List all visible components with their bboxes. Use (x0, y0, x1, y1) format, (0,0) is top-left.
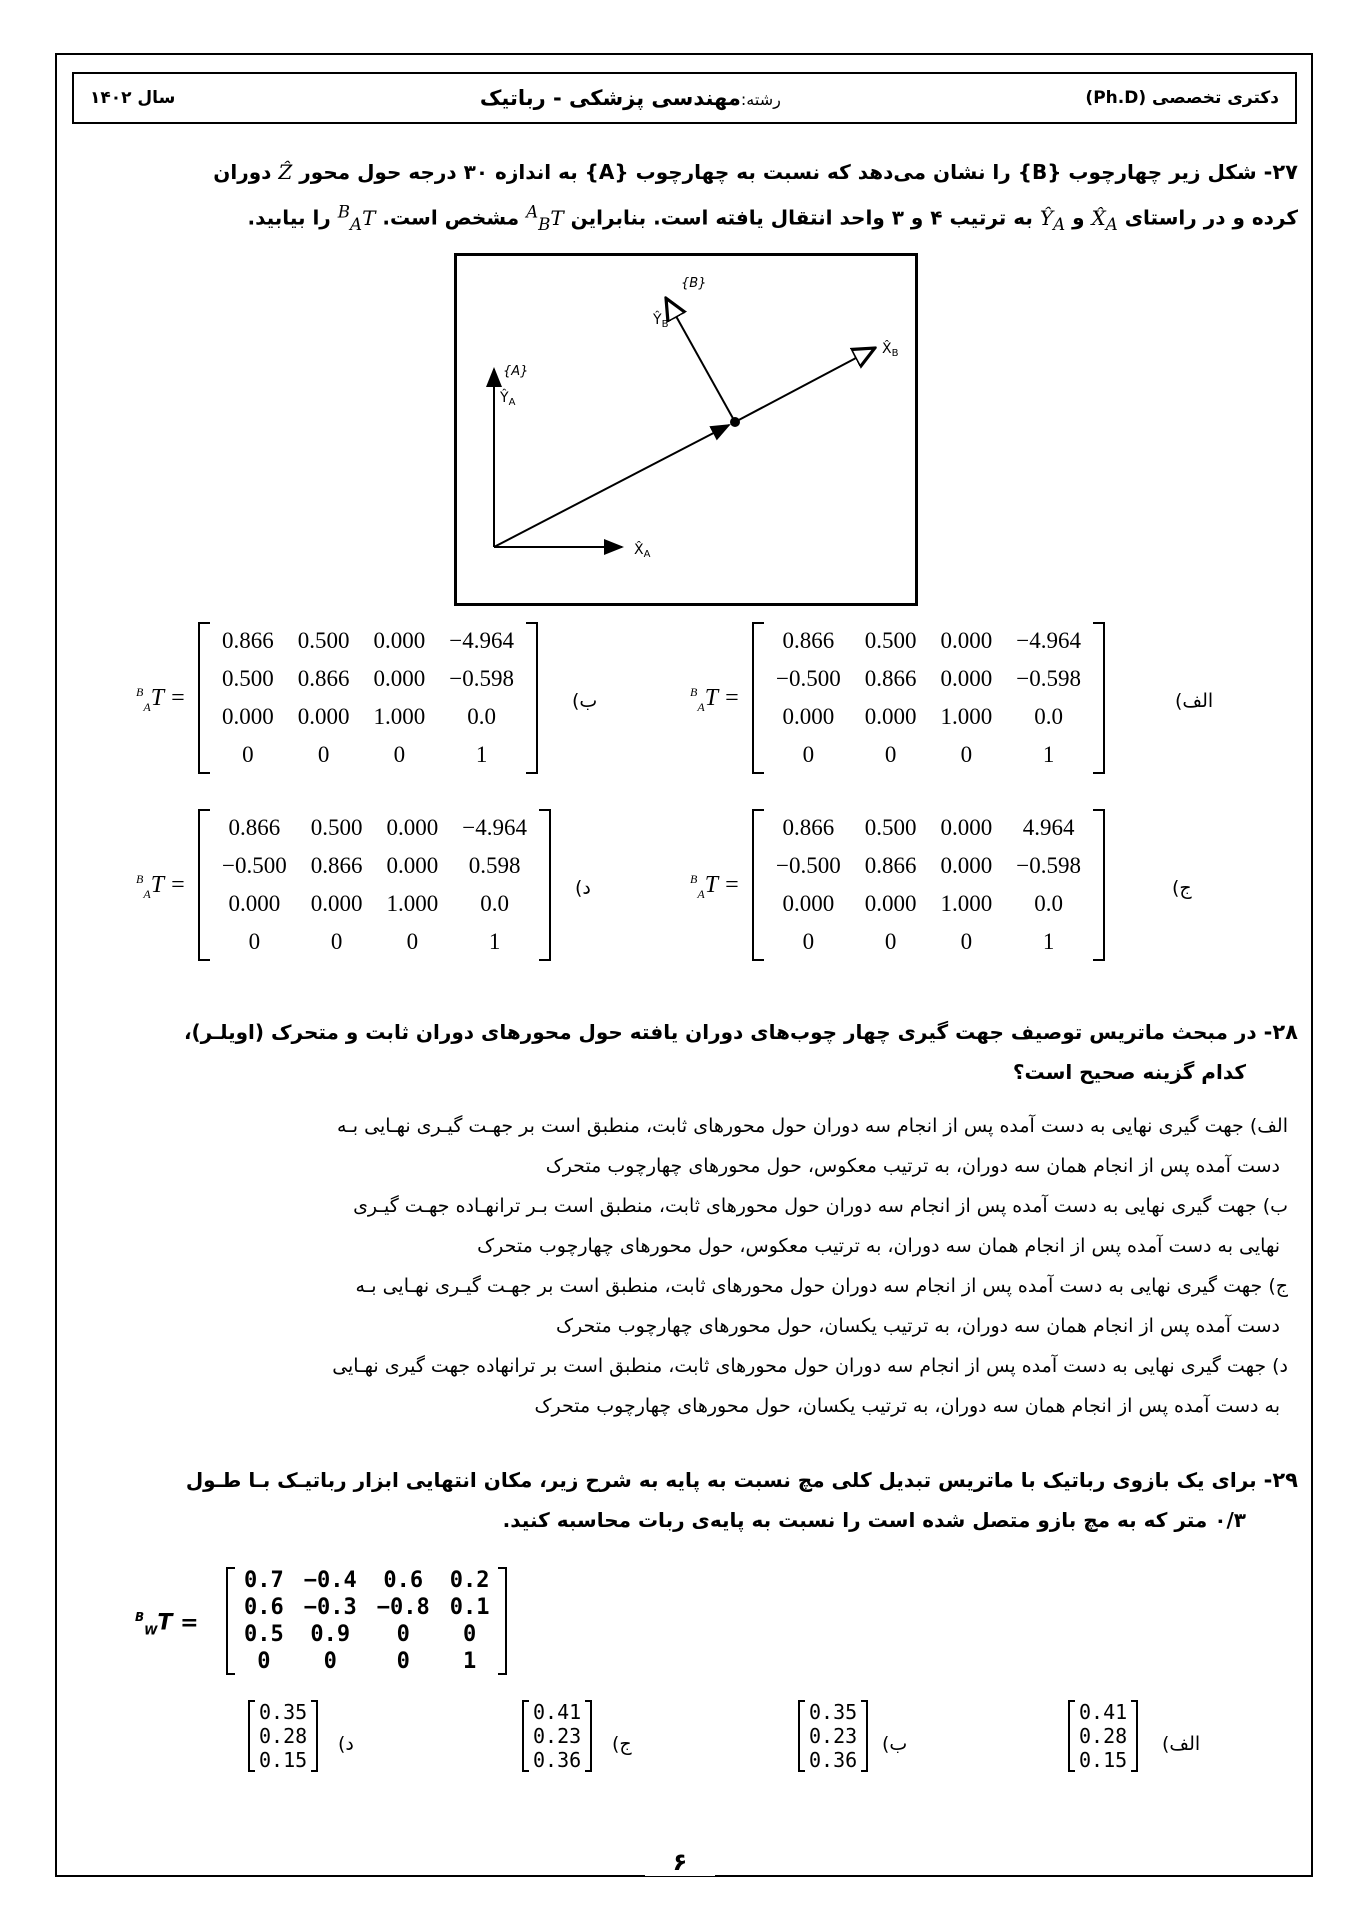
q28-options (58, 1106, 1288, 1426)
translation-vector (494, 425, 729, 547)
exam-year: سال ۱۴۰۲ (90, 88, 176, 108)
q27-option-be-matrix-label: $^B_A$T = (136, 685, 186, 714)
q29-option-be-label[interactable]: ب) (882, 1733, 908, 1755)
xb-axis (735, 349, 873, 422)
q29-transform-matrix: 0.7 −0.4 0.6 0.2 0.6 −0.3 −0.8 0.1 0.5 0.9 0 0 0 0 0 1 (226, 1567, 507, 1675)
question-29-line-2: ۰/۳ متر که به مچ بازو متصل شده است را نسبت به پایه‌ی ربات محاسبه کنید. (502, 1508, 1246, 1532)
q29-option-alef-vector: 0.41 0.28 0.15 (1068, 1700, 1138, 1772)
q29-option-dal-vector: 0.35 0.28 0.15 (248, 1700, 318, 1772)
q27-option-be-matrix: 0.866 0.500 0.000 −4.964 0.500 0.866 0.000 −0.598 0.000 0.000 1.000 0.0 0 0 0 1 (198, 622, 538, 774)
question-28-line-1: ۲۸- در مبحث ماتریس توصیف جهت گیری چهار چوب‌های دوران یافته حول محورهای دوران ثابت و متحرک (اویلـر)، (183, 1020, 1298, 1044)
yb-label: $Ŷ_B$ (653, 312, 669, 330)
q27-option-jim-matrix-label: $^B_A$T = (690, 872, 740, 901)
q29-option-jim-vector: 0.41 0.23 0.36 (522, 1700, 592, 1772)
q27-option-alef-matrix: 0.866 0.500 0.000 −4.964 −0.500 0.866 0.000 −0.598 0.000 0.000 1.000 0.0 0 0 0 1 (752, 622, 1105, 774)
ya-label: $Ŷ_A$ (500, 390, 516, 408)
page-number: ۶ (645, 1848, 715, 1876)
z-axis-symbol: Ẑ (278, 160, 293, 184)
q28-option-jim-cont: دست آمده پس از انجام همان سه دوران، به ترتیب یکسان، حول محورهای چهارچوب متحرک (556, 1315, 1280, 1337)
yb-axis (667, 300, 735, 422)
q27-option-jim-label[interactable]: ج) (1172, 877, 1192, 899)
q29-option-alef-label[interactable]: الف) (1162, 1733, 1201, 1755)
q27-option-alef-matrix-label: $^B_A$T = (690, 685, 740, 714)
question-27-line-1: ۲۷- شکل زیر چهارچوب {B} را نشان می‌دهد که نسبت به چهارچوب {A} به اندازه ۳۰ درجه حول محور Ẑ دوران (213, 160, 1298, 184)
frame-b-label: {B} (681, 276, 707, 291)
q28-option-jim[interactable]: ج) جهت گیری نهایی به دست آمده پس از انجام سه دوران حول محورهای ثابت، منطبق است بر جهـت گیـری نهـایی بـه (355, 1275, 1288, 1297)
question-28 (58, 1012, 1298, 1092)
question-29-line-1: ۲۹- برای یک بازوی رباتیک با ماتریس تبدیل کلی مچ نسبت به پایه به شرح زیر، مکان انتهایی ابزار رباتیـک بـا طـول (185, 1468, 1298, 1492)
q29-matrix-label: $^B_W$T = (135, 1610, 199, 1638)
question-28-line-2: کدام گزینه صحیح است؟ (1012, 1060, 1246, 1084)
q28-option-be[interactable]: ب) جهت گیری نهایی به دست آمده پس از انجام سه دوران حول محورهای ثابت، منطبق است بـر ترانهـاده جهـت گیـری (353, 1195, 1288, 1217)
exam-header (72, 72, 1297, 124)
q29-option-be-vector: 0.35 0.23 0.36 (798, 1700, 868, 1772)
question-27 (58, 152, 1298, 245)
q27-option-dal-matrix-label: $^B_A$T = (136, 872, 186, 901)
q27-option-be-label[interactable]: ب) (572, 690, 598, 712)
q28-option-alef-cont: دست آمده پس از انجام همان سه دوران، به ترتیب معکوس، حول محورهای چهارچوب متحرک (545, 1155, 1280, 1177)
xb-label: $X̂_B$ (882, 341, 899, 359)
q27-option-dal-matrix: 0.866 0.500 0.000 −4.964 −0.500 0.866 0.000 0.598 0.000 0.000 1.000 0.0 0 0 0 1 (198, 809, 551, 961)
q28-option-dal[interactable]: د) جهت گیری نهایی به دست آمده پس از انجام سه دوران حول محورهای ثابت، منطبق است بر ترانهاده جهت گیری نهـایی (332, 1355, 1288, 1377)
question-27-line-2: کرده و در راستای $X̂_A$ و $Ŷ_A$ به ترتیب ۴ و ۳ واحد انتقال یافته است. بنابراین $^A_B$T مشخص است. $^B_A$T را بیابید. (247, 202, 1298, 234)
frames-figure (454, 253, 918, 606)
q29-option-jim-label[interactable]: ج) (612, 1733, 632, 1755)
xa-label: $X̂_A$ (634, 542, 651, 560)
q28-option-dal-cont: به دست آمده پس از انجام همان سه دوران، به ترتیب یکسان، حول محورهای چهارچوب متحرک (534, 1395, 1280, 1417)
field-title: رشته:مهندسی پزشکی - رباتیک (479, 86, 781, 110)
q29-option-dal-label[interactable]: د) (338, 1733, 354, 1755)
q28-option-alef[interactable]: الف) جهت گیری نهایی به دست آمده پس از انجام سه دوران حول محورهای ثابت، منطبق است بر جهـت گیـری نهـایی بـه (337, 1115, 1288, 1137)
q28-option-be-cont: نهایی به دست آمده پس از انجام همان سه دوران، به ترتیب معکوس، حول محورهای چهارچوب متحرک (477, 1235, 1280, 1257)
frame-a-label: {A} (503, 364, 529, 379)
q27-option-alef-label[interactable]: الف) (1175, 690, 1214, 712)
q27-option-jim-matrix: 0.866 0.500 0.000 4.964 −0.500 0.866 0.000 −0.598 0.000 0.000 1.000 0.0 0 0 0 1 (752, 809, 1105, 961)
frames-diagram (457, 256, 915, 603)
q27-option-dal-label[interactable]: د) (575, 877, 591, 899)
exam-title: دکتری تخصصی (Ph.D) (1085, 88, 1279, 108)
question-29 (58, 1460, 1298, 1540)
